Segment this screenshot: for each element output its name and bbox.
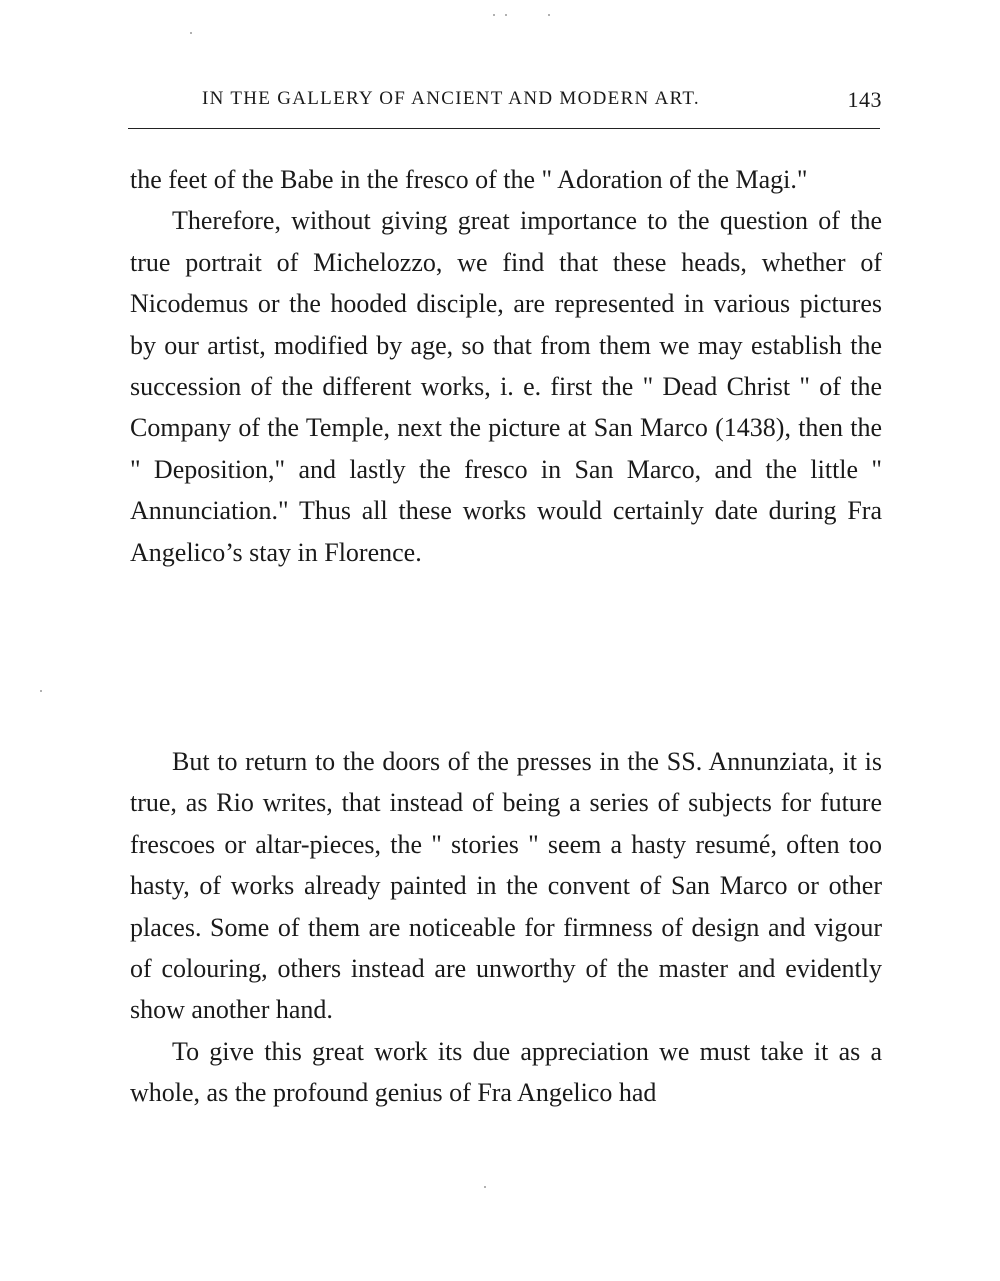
scan-speck <box>484 1186 486 1188</box>
scan-speck <box>493 14 495 16</box>
running-head: IN THE GALLERY OF ANCIENT AND MODERN ART. <box>202 88 700 109</box>
scan-speck <box>40 690 42 692</box>
paragraph-continued: the feet of the Babe in the fresco of the " Adoration of the Magi." <box>130 165 808 194</box>
scan-speck <box>505 14 507 16</box>
paragraph-appreciation: To give this great work its due appreciation we must take it as a whole, as the profound genius of Fra Angelico had <box>130 1036 882 1108</box>
text-block-upper <box>130 159 882 573</box>
page-number: 143 <box>847 87 882 112</box>
header-rule <box>128 128 880 129</box>
page-header <box>128 88 882 116</box>
scan-speck <box>548 14 550 16</box>
text-block-lower <box>130 741 882 1114</box>
paragraph-portrait: Therefore, without giving great importance to the question of the true portrait of Michelozzo, we find that these heads, whether of Nicodemus or the hooded disciple, are represented in various pictures by our artist, modified by age, so that from them we may establish the succession of the different works, i. e. first the " Dead Christ " of the Company of the Temple, next the picture at San Marco (1438), then the " Deposition," and lastly the fresco in San Marco, and the little " Annunciation." Thus all these works would certainly date during Fra Angelico’s stay in Florence. <box>130 206 882 567</box>
scan-speck <box>190 32 192 34</box>
paragraph-presses: But to return to the doors of the presses in the SS. Annunziata, it is true, as Rio writes, that instead of being a series of subjects for future frescoes or altar-pieces, the " stories " seem a hasty resumé, often too hasty, of works already painted in the convent of San Marco or other places. Some of them are noticeable for firmness of design and vigour of colouring, others instead are unworthy of the master and evidently show another hand. <box>130 747 882 1025</box>
